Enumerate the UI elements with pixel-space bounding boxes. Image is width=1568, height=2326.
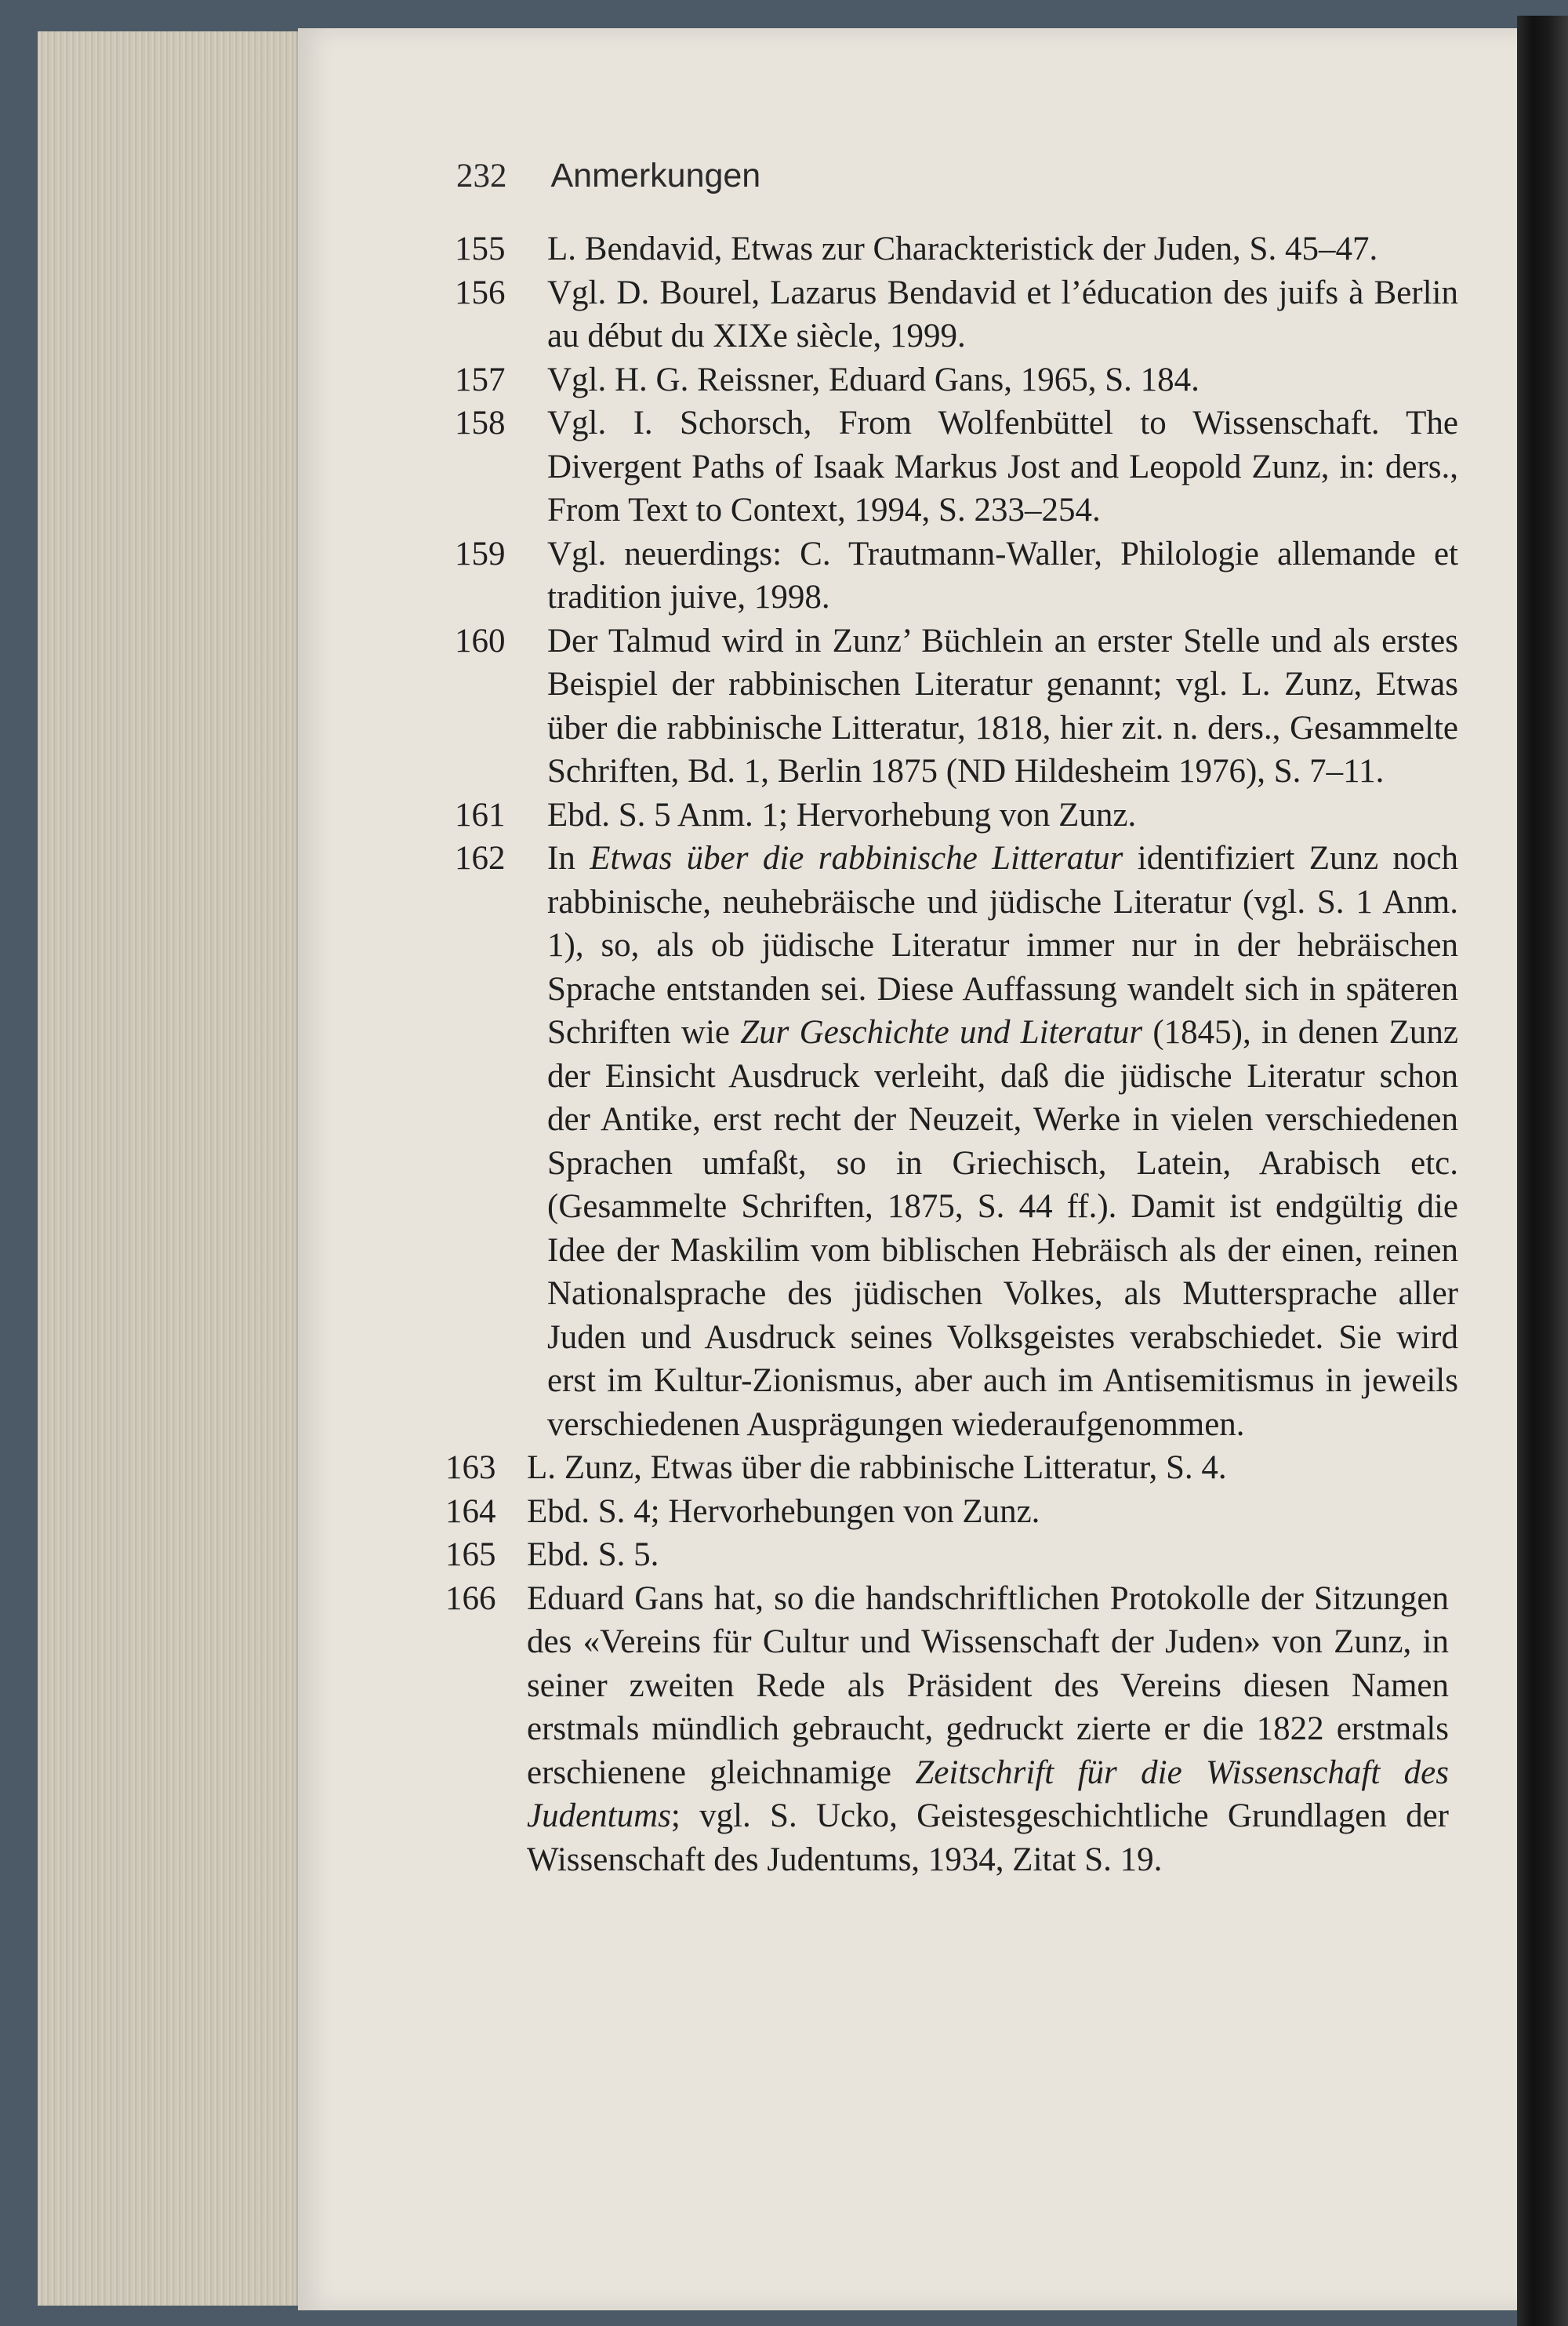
endnote [0,358,1521,402]
endnote-number: 166 [445,1579,496,1617]
endnote-text: L. Zunz, Etwas über die rabbinische Litteratur, S. 4. [527,1449,1227,1486]
endnote [0,1533,1521,1577]
endnote [0,402,1521,532]
endnote-number: 162 [455,840,506,877]
endnote-text: Vgl. H. G. Reissner, Eduard Gans, 1965, S. 184. [547,361,1200,398]
running-header [456,157,760,195]
endnote [0,794,1521,838]
endnote-text: L. Bendavid, Etwas zur Charackteristick der Juden, S. 45–47. [547,231,1378,267]
endnote-text: Vgl. neuerdings: C. Trautmann-Waller, Philologie allemande et tradition juive, 1998. [547,535,1458,616]
endnote-number: 161 [455,796,506,834]
endnote-number: 157 [455,361,506,398]
endnote-number: 159 [455,535,506,572]
endnote-text: Ebd. S. 5. [527,1536,659,1573]
endnote-number: 164 [445,1492,496,1530]
binding-shadow [1517,16,1568,2326]
endnote-number: 165 [445,1536,496,1573]
endnotes-list [0,227,1521,1881]
endnote-text: Der Talmud wird in Zunz’ Büchlein an erster Stelle und als erstes Beispiel der rabbinischen Literatur genannt; vgl. L. Zunz, Etwas über die rabbinische Litteratur, 1818, hier zit. n. ders., Gesammelte Schriften, Bd. 1, Berlin 1875 (ND Hildesheim 1976), S. 7–11. [547,622,1458,790]
book-title-italic: Etwas über die rabbinische Litteratur [590,840,1123,877]
endnote-text [547,837,1458,1446]
endnote-text: Ebd. S. 4; Hervorhebungen von Zunz. [527,1492,1040,1530]
endnote-text-part: ; vgl. S. Ucko, Geistesgeschichtliche Grundlagen der Wissenschaft des Judentums, 1934, Zitat S. 19. [527,1797,1449,1878]
endnote-text-part: In [547,840,590,877]
endnote-number: 156 [455,274,506,311]
endnote-text: Ebd. S. 5 Anm. 1; Hervorhebung von Zunz. [547,796,1137,834]
endnote-number: 160 [455,622,506,660]
endnote-number: 155 [455,231,506,267]
endnote-text: Vgl. I. Schorsch, From Wolfenbüttel to Wissenschaft. The Divergent Paths of Isaak Markus Jost and Leopold Zunz, in: ders., From Text to Context, 1994, S. 233–254. [547,405,1458,529]
endnote [0,837,1521,1446]
endnote [0,227,1521,271]
endnote [0,1490,1521,1534]
endnote [0,271,1521,358]
endnote-text [527,1577,1449,1882]
endnote [0,1446,1521,1490]
endnote [0,620,1521,794]
endnote-number: 158 [455,405,506,442]
endnote-text-part: (1845), in denen Zunz der Einsicht Ausdruck verleiht, daß die jüdische Literatur schon der Antike, erst recht der Neuzeit, Werke in vielen verschiedenen Sprachen umfaßt, so in Griechisch, Latein, Arabisch etc. (Gesammelte Schriften, 1875, S. 44 ff.). Damit ist endgültig die Idee der Maskilim vom biblischen Hebräisch als der einen, reinen Nationalsprache des jüdischen Volkes, als Muttersprache aller Juden und Ausdruck seines Volksgeistes verabschiedet. Sie wird erst im Kultur-Zionismus, aber auch im Antisemitismus in jeweils verschiedenen Ausprägungen wiederaufgenommen. [547,1014,1458,1443]
book-title-italic: Zur Geschichte und Literatur [740,1014,1143,1051]
section-title: Anmerkungen [550,157,761,194]
endnote [0,532,1521,620]
journal-title-italic: Zeitschrift für die Wissenschaft des Judentums [527,1754,1449,1834]
endnote-text: Vgl. D. Bourel, Lazarus Bendavid et l’éducation des juifs à Berlin au début du XIXe siècle, 1999. [547,274,1458,354]
endnote-number: 163 [445,1449,496,1486]
page-number: 232 [456,158,507,194]
endnote-text-part: Eduard Gans hat, so die handschriftlichen Protokolle der Sitzungen des «Vereins für Cultur und Wissenschaft der Juden» von Zunz, in seiner zweiten Rede als Präsident des Vereins diesen Namen erstmals mündlich gebraucht, gedruckt zierte er die 1822 erstmals erschienene gleichnamige [527,1579,1449,1791]
endnote [0,1577,1521,1882]
endnote-text-part: identifiziert Zunz noch rabbinische, neuhebräische und jüdische Literatur (vgl. S. 1 Anm. 1), so, als ob jüdische Literatur immer nur in der hebräischen Sprache entstanden sei. Diese Auffassung wandelt sich in späteren Schriften wie [547,840,1458,1051]
